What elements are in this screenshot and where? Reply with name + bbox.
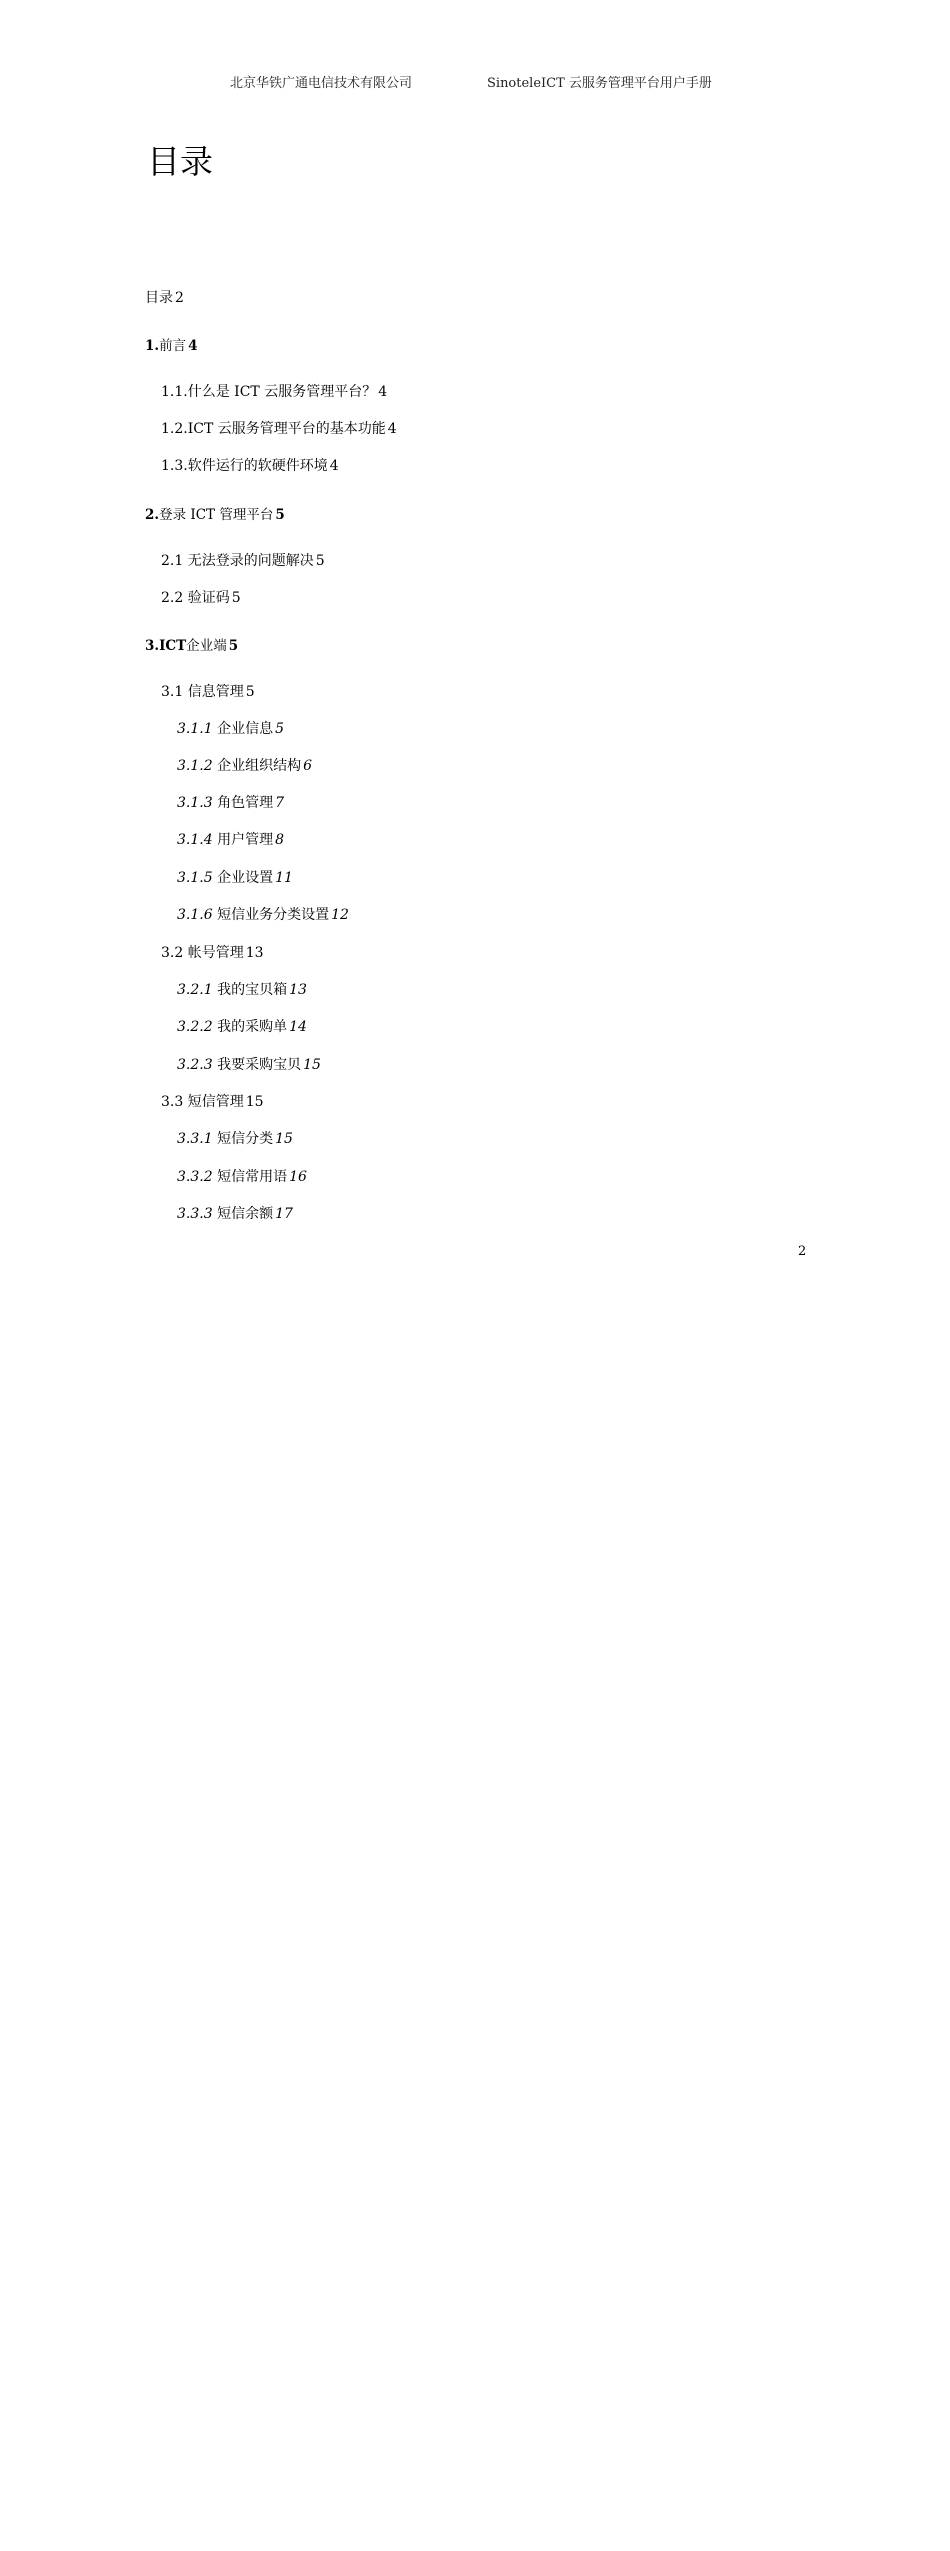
- page-number: 2: [798, 1244, 807, 1259]
- toc-entry-number: 3.1.3: [177, 795, 213, 811]
- toc-entry-title: 我的宝贝箱: [217, 982, 288, 998]
- toc-entry-page: 6: [303, 758, 312, 774]
- page-title: 目录: [147, 142, 213, 181]
- toc-entry-title: 登录 ICT 管理平台: [159, 507, 274, 523]
- toc-entry-number: 2.: [145, 507, 160, 523]
- toc-entry-page: 14: [289, 1019, 307, 1035]
- toc-entry-page: 15: [303, 1057, 321, 1073]
- toc-entry-title: 我要采购宝贝: [217, 1057, 302, 1073]
- toc-entry-page: 5: [315, 553, 325, 569]
- toc-entry[interactable]: [177, 1203, 807, 2551]
- toc-entry-page: 15: [245, 1094, 264, 1110]
- toc-entry-number: 3.1.4: [177, 832, 213, 848]
- toc-entry-title: 企业信息: [217, 721, 274, 737]
- toc-entry-title: 短信余额: [217, 1206, 274, 1222]
- toc-entry-page: 2: [175, 290, 184, 306]
- toc-entry-page: 16: [289, 1169, 307, 1185]
- toc-entry-title: 什么是 ICT 云服务管理平台？: [187, 384, 377, 400]
- toc-entry-page: 8: [275, 832, 284, 848]
- toc-entry-number: 3.2.2: [177, 1019, 213, 1035]
- toc-entry-title: 企业端: [186, 638, 227, 654]
- toc-entry-number: 3.2.3: [177, 1057, 213, 1073]
- toc-entry-number: 3.1.5: [177, 870, 213, 886]
- toc-entry-title: 信息管理: [187, 684, 244, 700]
- toc-entry-number: 2.1: [161, 553, 184, 569]
- toc-entry-page: 5: [231, 590, 241, 606]
- toc-entry-title: ICT 云服务管理平台的基本功能: [187, 421, 386, 437]
- toc-entry-title: 无法登录的问题解决: [187, 553, 314, 569]
- toc-entry-title: 帐号管理: [187, 945, 244, 961]
- toc-entry-page: 7: [275, 795, 284, 811]
- toc-entry-number: 3.3.3: [177, 1206, 213, 1222]
- toc-entry-title: 短信常用语: [217, 1169, 288, 1185]
- toc-entry-title: 企业设置: [217, 870, 274, 886]
- toc-entry-page: 5: [275, 721, 284, 737]
- toc-entry-title: 前言: [159, 338, 187, 354]
- toc-entry-page: 17: [275, 1206, 293, 1222]
- toc-entry-title: 软件运行的软硬件环境: [187, 458, 328, 474]
- toc-entry-number: 2.2: [161, 590, 184, 606]
- toc-entry-number: 3.1.6: [177, 907, 213, 923]
- toc-entry-title: 短信管理: [187, 1094, 244, 1110]
- toc-entry-title: 我的采购单: [217, 1019, 288, 1035]
- toc-entry-page: 11: [275, 870, 293, 886]
- toc-entry-number: 3.ICT: [145, 638, 187, 654]
- toc-entry-number: 1.1.: [161, 384, 188, 400]
- toc-entry-number: 1.3.: [161, 458, 188, 474]
- toc-entry-number: 1.: [145, 338, 160, 354]
- toc-entry-number: 1.2.: [161, 421, 188, 437]
- toc-entry-number: 3.3.2: [177, 1169, 213, 1185]
- toc-entry-number: 3.2: [161, 945, 184, 961]
- toc-entry-page: 4: [378, 384, 388, 400]
- toc-entry-number: 3.1.2: [177, 758, 213, 774]
- toc-entry-number: 3.1.1: [177, 721, 213, 737]
- toc-entry-page: 15: [275, 1131, 293, 1147]
- toc-entry-page: 5: [275, 507, 285, 523]
- toc-entry-title: 角色管理: [217, 795, 274, 811]
- toc-entry-title: 用户管理: [217, 832, 274, 848]
- toc-entry-page: 4: [387, 421, 397, 437]
- header-company: 北京华铁广通电信技术有限公司: [230, 76, 413, 91]
- toc-entry-page: 12: [331, 907, 349, 923]
- toc-entry-page: 13: [245, 945, 264, 961]
- toc-entry-number: 3.2.1: [177, 982, 213, 998]
- toc-entry-title: 企业组织结构: [217, 758, 302, 774]
- toc-entry-page: 4: [188, 338, 198, 354]
- toc-entry-page: 5: [228, 638, 239, 654]
- toc-entry-title: 验证码: [187, 590, 230, 606]
- toc-entry-page: 4: [329, 458, 339, 474]
- toc-entry-title: 目录: [145, 290, 173, 306]
- toc-entry-number: 3.3.1: [177, 1131, 213, 1147]
- header-manual-title: SinoteleICT 云服务管理平台用户手册: [487, 76, 712, 91]
- toc-entry-title: 短信分类: [217, 1131, 274, 1147]
- toc-entry-page: 13: [289, 982, 307, 998]
- toc-entry-number: 3.1: [161, 684, 184, 700]
- toc-entry-page: 5: [245, 684, 255, 700]
- toc-entry-number: 3.3: [161, 1094, 184, 1110]
- toc-entry-title: 短信业务分类设置: [217, 907, 330, 923]
